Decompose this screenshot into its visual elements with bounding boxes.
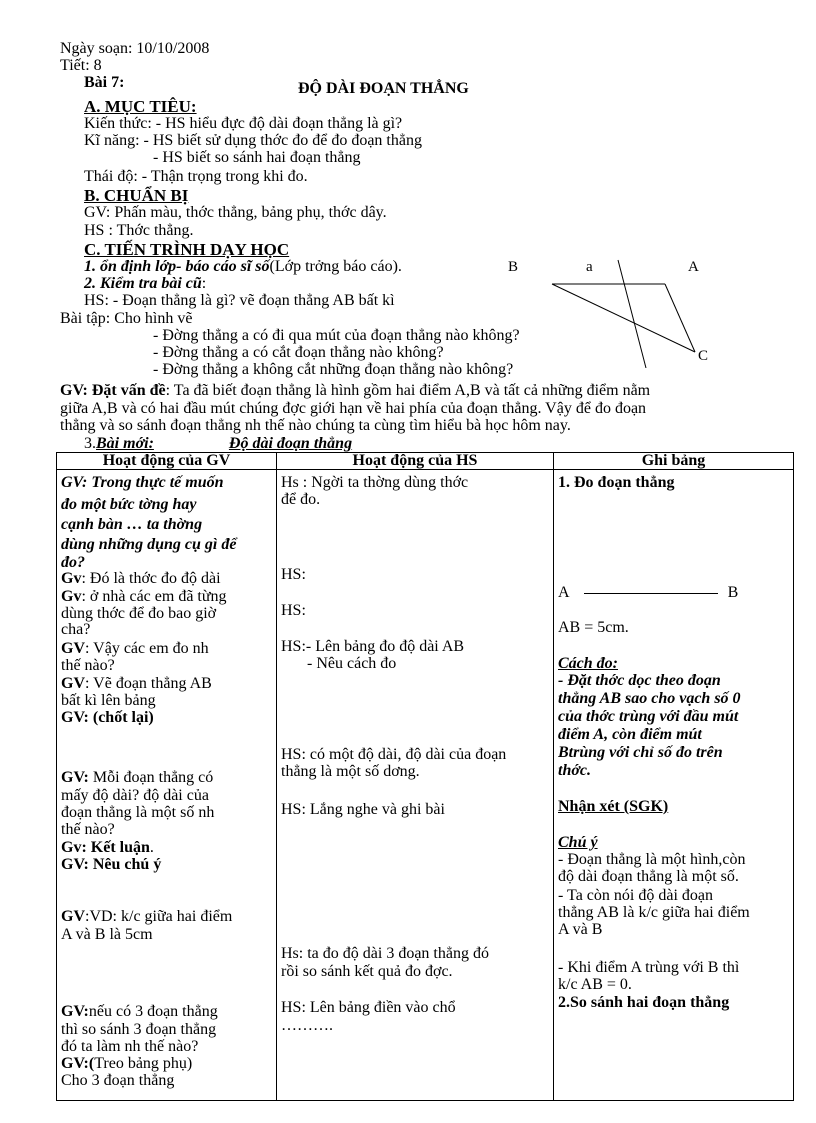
lesson-table	[56, 452, 794, 1101]
gv-line: Gv: Đó là thớc đo độ dài	[61, 570, 221, 587]
gv-line: GV:VD: k/c giữa hai điểm	[61, 908, 233, 925]
board-line: A và B	[558, 921, 603, 938]
gv-line: Gv: Kết luận.	[61, 839, 154, 856]
header-hs: Hoạt động của HS	[277, 453, 554, 470]
segment-line	[584, 593, 718, 594]
gv-line: GV: Vậy các em đo nh	[61, 640, 209, 657]
hs-line: HS: có một độ dài, độ dài của đoạn	[281, 746, 507, 763]
hs-line: rồi so sánh kết quả đo đợc.	[281, 963, 453, 980]
gv-line: dùng thớc để đo bao giờ	[61, 605, 217, 622]
gv-line: cha?	[61, 621, 91, 638]
hs-line: - Nêu cách đo	[307, 655, 397, 672]
header-board: Ghi bảng	[554, 453, 794, 470]
hs-line: Hs : Ngời ta thờng dùng thớc	[281, 474, 469, 491]
intro-text-1: : Ta đã biết đoạn thẳng là hình gồm hai điểm A,B và tất cả những điểm nằm	[165, 382, 651, 399]
step-3-label: Bài mới:	[96, 435, 154, 452]
board-segment-ab	[558, 584, 789, 601]
step-3-topic: Độ dài đoạn thẳng	[228, 435, 353, 452]
gv-line: thế nào?	[61, 657, 115, 674]
hs-line: Hs: ta đo độ dài 3 đoạn thẳng đó	[281, 945, 489, 962]
process-step-1	[84, 258, 402, 275]
board-column	[554, 470, 794, 1101]
gv-line: GV: (chốt lại)	[61, 709, 154, 726]
objective-skills-2: - HS biết so sánh hai đoạn thẳng	[153, 149, 361, 166]
gv-line: đó ta làm nh thế nào?	[61, 1038, 199, 1055]
board-line: - Khi điểm A trùng với B thì	[558, 959, 740, 976]
board-line: độ dài đoạn thẳng là một số.	[558, 868, 739, 885]
board-heading-2: 2.So sánh hai đoạn thẳng	[558, 994, 730, 1011]
board-line: - Đặt thớc dọc theo đoạn	[558, 672, 721, 689]
gv-line: GV: Mỗi đoạn thẳng có	[61, 769, 214, 786]
step-2-colon: :	[201, 275, 207, 292]
board-line: thẳng AB sao cho vạch số 0	[558, 690, 741, 707]
board-line: của thớc trùng với đầu mút	[558, 708, 739, 725]
board-measure-heading: Cách đo:	[558, 655, 618, 672]
preparation-student: HS : Thớc thẳng.	[84, 222, 194, 239]
board-line: thẳng AB là k/c giữa hai điểm	[558, 904, 750, 921]
gv-line: GV: Nêu chú ý	[61, 856, 162, 873]
label-a-line: a	[586, 259, 593, 275]
objective-knowledge: Kiến thức: - HS hiểu đực độ dài đoạn thẳng là gì?	[84, 115, 403, 132]
hs-line: thẳng là một số dơng.	[281, 763, 420, 780]
hs-line: HS: Lên bảng điền vào chổ	[281, 999, 456, 1016]
segment-label-b: B	[727, 584, 739, 601]
board-line: - Ta còn nói độ dài đoạn	[558, 887, 713, 904]
process-heading: C. TIẾN TRÌNH DẠY HỌC	[84, 240, 290, 259]
board-line: AB = 5cm.	[558, 619, 629, 636]
intro-line-3: thẳng và so sánh đoạn thẳng nh thế nào chúng ta cùng tìm hiểu bà học hôm nay.	[60, 417, 571, 434]
hs-line: HS:	[281, 566, 306, 583]
geometry-figure	[500, 256, 720, 368]
exercise-bullet-3: - Đờng thẳng a không cắt những đoạn thẳng nào không?	[153, 361, 514, 378]
label-a-point: A	[688, 259, 699, 275]
intro-line-2: giữa A,B và có hai đầu mút chúng đợc giới hạn về hai phía của đoạn thẳng. Vậy để đo đoạn	[60, 400, 647, 417]
gv-line: GV: Vẽ đoạn thẳng AB	[61, 675, 212, 692]
preparation-teacher: GV: Phấn màu, thớc thẳng, bảng phụ, thớc dây.	[84, 204, 387, 221]
step-3-num: 3.	[84, 435, 96, 452]
objective-attitude: Thái độ: - Thận trọng trong khi đo.	[84, 168, 308, 185]
step-1-label: 1. ổn định lớp- báo cáo sĩ số	[84, 258, 270, 275]
intro-label: GV: Đặt vấn đề	[60, 382, 166, 399]
gv-column	[57, 470, 277, 1101]
table-body-row	[57, 470, 794, 1101]
board-line: Btrùng với chỉ số đo trên	[558, 744, 723, 761]
objective-skills-1: Kĩ năng: - HS biết sử dụng thớc đo để đo đoạn thẳng	[84, 132, 422, 149]
gv-line: Gv: ở nhà các em đã từng	[61, 588, 227, 605]
segment-ac	[665, 284, 695, 352]
label-b: B	[508, 259, 519, 275]
hs-line: HS:- Lên bảng đo độ dài AB	[281, 638, 465, 655]
gv-line: đo?	[61, 554, 85, 571]
hs-line: HS:	[281, 602, 306, 619]
table-header-row	[57, 453, 794, 470]
segment-bc	[552, 284, 695, 352]
step-1-rest: (Lớp trởng báo cáo).	[269, 258, 402, 275]
header-gv: Hoạt động của GV	[57, 453, 277, 470]
period-line: Tiết: 8	[60, 57, 102, 74]
exercise-line: Bài tập: Cho hình vẽ	[60, 310, 193, 327]
gv-line: dùng những dụng cụ gì để	[61, 536, 237, 553]
preparation-heading: B. CHUẨN BỊ	[84, 186, 189, 205]
board-line: điểm A, còn điểm mút	[558, 726, 702, 743]
review-question: HS: - Đoạn thẳng là gì? vẽ đoạn thẳng AB bất kì	[84, 292, 395, 309]
objectives-heading: A. MỤC TIÊU:	[84, 97, 197, 116]
gv-line: Cho 3 đoạn thẳng	[61, 1072, 175, 1089]
process-step-2	[84, 275, 206, 292]
gv-line: mấy độ dài? độ dài của	[61, 787, 209, 804]
gv-line: bất kì lên bảng	[61, 692, 156, 709]
board-line: k/c AB = 0.	[558, 976, 632, 993]
board-line: - Đoạn thẳng là một hình,còn	[558, 851, 746, 868]
board-remark: Nhận xét (SGK)	[558, 798, 669, 815]
hs-line: để đo.	[281, 491, 321, 508]
gv-line: GV:nếu có 3 đoạn thẳng	[61, 1003, 218, 1020]
gv-line: GV: Trong thực tế muốn	[61, 474, 224, 491]
step-3-line	[84, 435, 352, 452]
hs-line: ……….	[281, 1017, 333, 1034]
lesson-label: Bài 7:	[84, 74, 125, 91]
step-2-label: 2. Kiểm tra bài cũ	[84, 275, 202, 292]
gv-line: thì so sánh 3 đoạn thẳng	[61, 1021, 217, 1038]
gv-line: cạnh bàn … ta thờng	[61, 516, 203, 533]
line-a	[618, 260, 646, 368]
lesson-title: ĐỘ DÀI ĐOẠN THẲNG	[298, 80, 469, 97]
hs-column	[277, 470, 554, 1101]
gv-line: đoạn thẳng là một số nh	[61, 804, 215, 821]
board-line: thớc.	[558, 762, 592, 779]
intro-line-1	[60, 382, 650, 399]
date-line: Ngày soạn: 10/10/2008	[60, 40, 210, 57]
exercise-bullet-1: - Đờng thẳng a có đi qua mút của đoạn thẳng nào không?	[153, 327, 520, 344]
gv-line: thế nào?	[61, 821, 115, 838]
gv-line: A và B là 5cm	[61, 926, 153, 943]
exercise-bullet-2: - Đờng thẳng a có cắt đoạn thẳng nào không?	[153, 344, 444, 361]
segment-label-a: A	[558, 584, 570, 601]
board-note-heading: Chú ý	[558, 834, 598, 851]
gv-line: GV:(Treo bảng phụ)	[61, 1055, 193, 1072]
gv-line: đo một bức tờng hay	[61, 496, 197, 513]
board-heading-1: 1. Đo đoạn thẳng	[558, 474, 675, 491]
hs-line: HS: Lắng nghe và ghi bài	[281, 801, 445, 818]
label-c: C	[698, 348, 709, 364]
